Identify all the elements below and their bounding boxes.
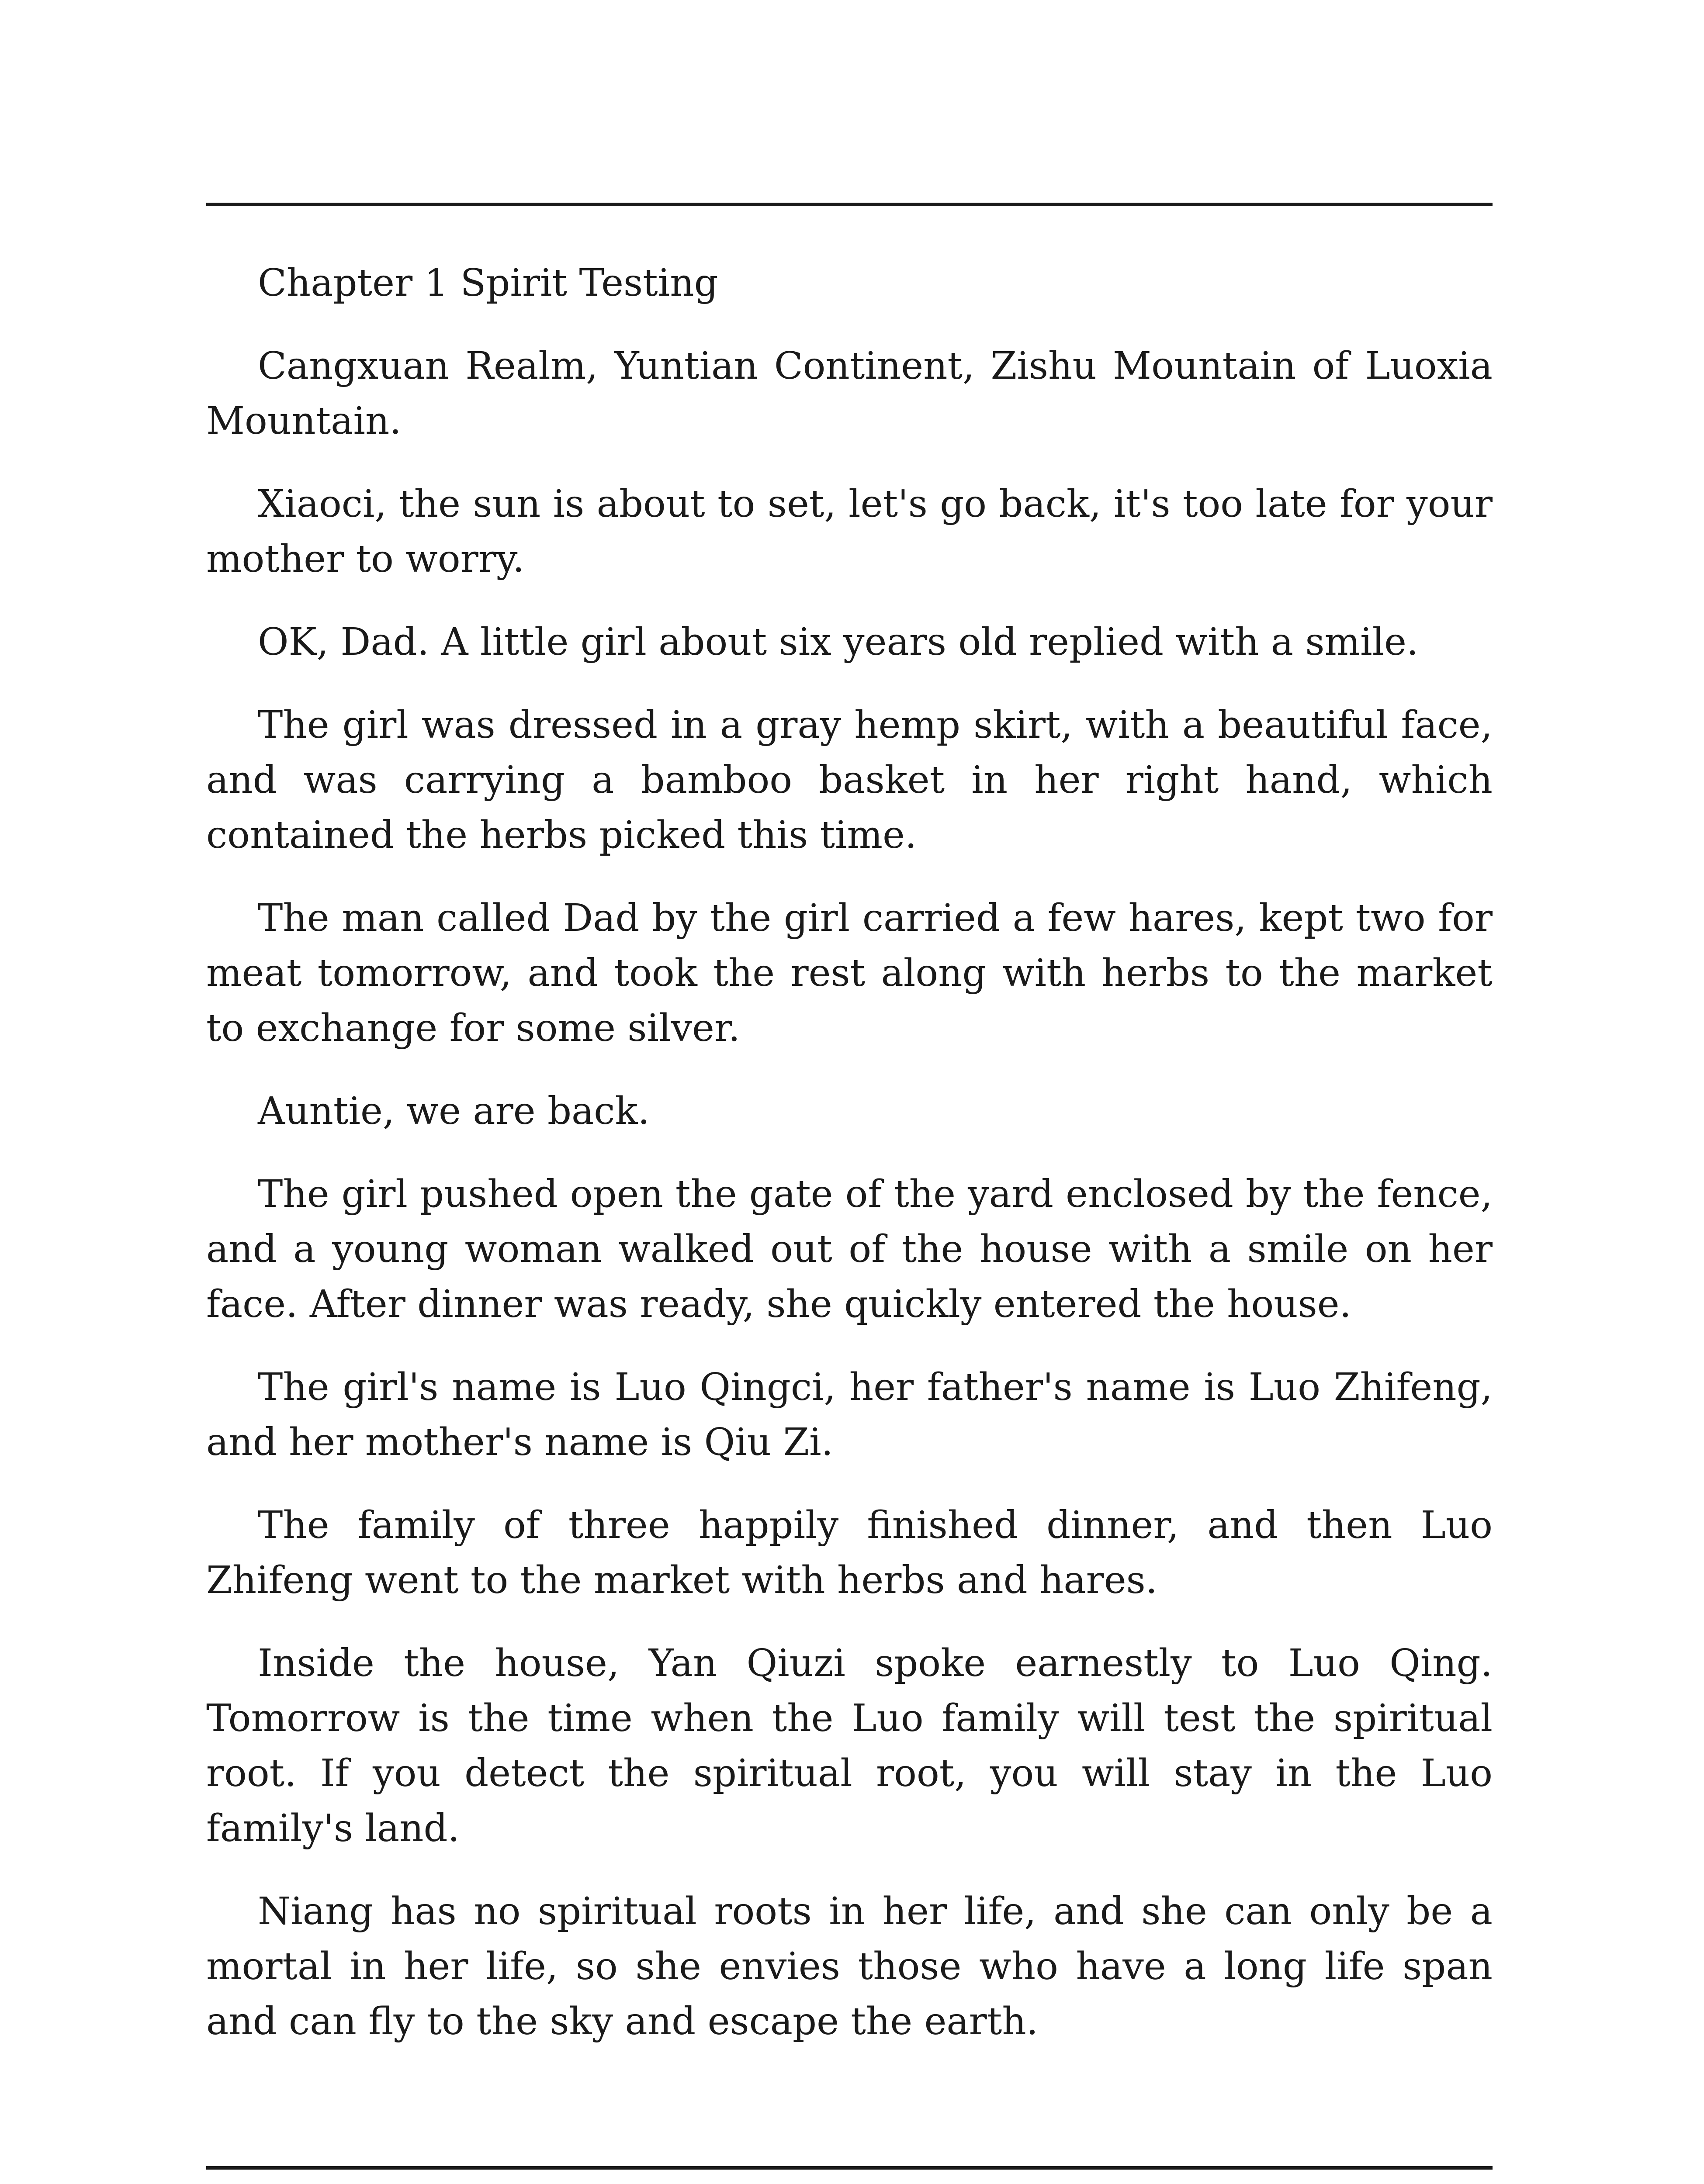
body-text [206,256,1493,2077]
paragraph: OK, Dad. A little girl about six years old replied with a smile. [258,620,1419,664]
paragraph: Niang has no spiritual roots in her life, and she can only be a mortal in her life, so she envies those who have a long life span and can fly to the sky and escape the earth. [206,1890,1493,2043]
header-rule [206,203,1493,206]
paragraph: Cangxuan Realm, Yuntian Continent, Zishu Mountain of Luoxia Mountain. [206,344,1493,443]
paragraph: The girl pushed open the gate of the yard enclosed by the fence, and a young woman walked out of the house with a smile on her face. After dinner was ready, she quickly entered the house. [206,1172,1493,1326]
paragraph: Inside the house, Yan Qiuzi spoke earnestly to Luo Qing. Tomorrow is the time when the Luo family will test the spiritual root. If you detect the spiritual root, you will stay in the Luo family's land. [206,1641,1493,1850]
paragraph: Xiaoci, the sun is about to set, let's go back, it's too late for your mother to worry. [206,482,1493,581]
footer-rule [206,2166,1493,2170]
chapter-heading: Chapter 1 Spirit Testing [258,261,718,305]
paragraph: The girl was dressed in a gray hemp skirt, with a beautiful face, and was carrying a bamboo basket in her right hand, which contained the herbs picked this time. [206,703,1493,857]
paragraph: The man called Dad by the girl carried a few hares, kept two for meat tomorrow, and took the rest along with herbs to the market to exchange for some silver. [206,896,1493,1050]
paragraph: Auntie, we are back. [258,1089,650,1133]
paragraph: The girl's name is Luo Qingci, her father's name is Luo Zhifeng, and her mother's name is Qiu Zi. [206,1365,1493,1464]
paragraph: The family of three happily finished dinner, and then Luo Zhifeng went to the market with herbs and hares. [206,1503,1493,1602]
